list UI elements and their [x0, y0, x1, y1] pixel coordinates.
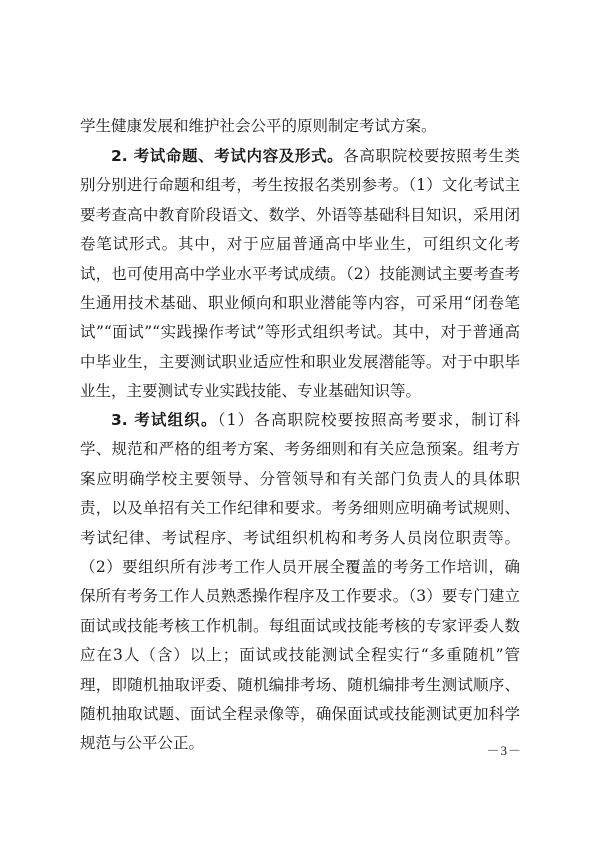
- paragraph-text: 各高职院校要按照考生类别分别进行命题和组考，考生按报名类别参考。（1）文化考试主要考查高中教育阶段语文、数学、外语等基础科目知识，采用闭卷笔试形式。其中，对于应届普通高中毕业生，可组织文化考试，也可使用高中学业水平考试成绩。（2）技能测试主要考查考生通用技术基础、职业倾向和职业潜能等内容，可采用“闭卷笔试”“面试”“实践操作考试”等形式组织考试。其中，对于普通高中毕业生，主要测试职业适应性和职业发展潜能等。对于中职毕业生，主要测试专业实践技能、专业基础知识等。: [80, 147, 520, 401]
- paragraph-continuation: [80, 112, 520, 141]
- paragraph-text: （1）各高职院校要按照高考要求，制订科学、规范和严格的组考方案、考务细则和有关应急预案。组考方案应明确学校主要领导、分管领导和有关部门负责人的具体职责，以及单招有关工作纪律和要求。考务细则应明确考试规则、考试纪律、考试程序、考试组织机构和考务人员岗位职责等。（2）要组织所有涉考工作人员开展全覆盖的考务工作培训，确保所有考务工作人员熟悉操作程序及工作要求。（3）要专门建立面试或技能考核工作机制。每组面试或技能考核的专家评委人数应在3人（含）以上；面试或技能测试全程实行“多重随机”管理，即随机抽取评委、随机编排考场、随机编排考生测试顺序、随机抽取试题、面试全程录像等，确保面试或技能测试更加科学规范与公平公正。: [80, 411, 520, 753]
- page-number: －3－: [486, 743, 522, 758]
- paragraph-exam-organization: [80, 406, 520, 759]
- section-heading: 2. 考试命题、考试内容及形式。: [111, 147, 344, 165]
- section-heading: 3. 考试组织。: [111, 411, 218, 429]
- paragraph-text: 学生健康发展和维护社会公平的原则制定考试方案。: [80, 117, 437, 135]
- paragraph-exam-content: [80, 142, 520, 407]
